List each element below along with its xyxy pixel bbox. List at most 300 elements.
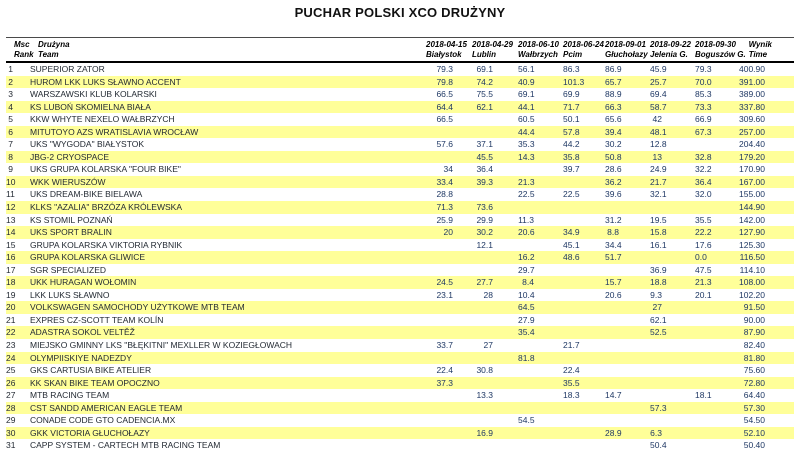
score-cell — [650, 377, 695, 390]
score-cell: 47.5 — [695, 264, 712, 275]
table-row — [6, 276, 794, 289]
rank-cell: 18 — [6, 276, 30, 289]
score-cell: 66.3 — [605, 101, 650, 114]
score-cell: 12.1 — [476, 239, 493, 250]
team-name-cell: KS LUBOŃ SKOMIELNA BIAŁA — [30, 101, 426, 114]
team-name-cell: CONADE CODE GTO CADENCIA.MX — [30, 415, 176, 426]
score-cell: 42 — [652, 114, 662, 125]
total-cell: 91.50 — [736, 301, 794, 314]
table-row — [6, 414, 794, 427]
team-name-cell: UKS "WYGODA" BIAŁYSTOK — [30, 139, 145, 150]
table-row — [6, 439, 794, 452]
race-city-label: Białystok — [426, 49, 462, 59]
rank-cell: 22 — [6, 326, 30, 339]
score-cell — [695, 301, 736, 314]
total-cell: 82.40 — [743, 340, 765, 351]
rank-cell: 25 — [6, 365, 16, 376]
team-name-cell: GKK VICTORIA GŁUCHOŁAZY — [30, 427, 426, 440]
score-cell: 75.5 — [476, 89, 493, 100]
score-cell: 50.1 — [563, 114, 580, 125]
score-cell — [605, 377, 650, 390]
race-column-header — [695, 38, 746, 63]
team-name-cell: CST SANDD AMERICAN EAGLE TEAM — [30, 402, 426, 415]
score-cell: 21.3 — [695, 276, 736, 289]
score-cell: 64.5 — [518, 301, 563, 314]
score-cell: 73.3 — [695, 101, 736, 114]
rank-cell: 9 — [8, 164, 13, 175]
table-row — [6, 339, 794, 352]
score-cell: 73.6 — [472, 201, 518, 214]
total-header-line1: Wynik — [748, 40, 772, 49]
score-cell: 34.4 — [605, 239, 622, 250]
score-cell: 14.7 — [605, 390, 622, 401]
score-cell: 13 — [650, 151, 695, 164]
score-cell — [650, 352, 695, 365]
team-name-cell: UKK HURAGAN WOŁOMIN — [30, 276, 426, 289]
total-cell: 52.10 — [736, 427, 794, 440]
total-cell: 179.20 — [736, 151, 794, 164]
score-cell: 18.8 — [650, 276, 695, 289]
total-cell: 64.40 — [743, 390, 765, 401]
score-cell — [472, 251, 518, 264]
score-cell: 44.4 — [518, 126, 563, 139]
team-name-cell: KS STOMIL POZNAŃ — [30, 214, 113, 225]
score-cell — [426, 301, 472, 314]
team-name-cell: OLYMPIISKIYE NADEZDY — [30, 352, 426, 365]
total-cell: 389.00 — [739, 89, 765, 100]
score-cell: 25.9 — [436, 214, 453, 225]
score-cell — [563, 264, 605, 277]
score-cell: 11.3 — [518, 214, 534, 225]
score-cell — [695, 326, 736, 339]
score-cell: 39.4 — [605, 126, 650, 139]
table-row — [6, 239, 794, 252]
score-cell — [426, 126, 472, 139]
score-cell: 66.5 — [436, 114, 453, 125]
score-cell: 24.5 — [426, 276, 472, 289]
score-cell: 79.3 — [436, 64, 453, 74]
rank-cell: 17 — [6, 264, 16, 275]
score-cell: 28.6 — [605, 164, 622, 175]
score-cell — [472, 264, 518, 277]
score-cell: 88.9 — [605, 89, 622, 100]
score-cell: 36.9 — [650, 264, 667, 275]
score-cell: 20.6 — [518, 226, 563, 239]
score-cell: 36.2 — [605, 176, 650, 189]
score-cell: 67.3 — [695, 126, 736, 139]
race-city-label: Jelenia G. — [650, 49, 688, 59]
team-name-cell: EXPRES CZ-SCOTT TEAM KOLÍN — [30, 314, 164, 325]
race-column-header — [426, 38, 472, 63]
score-cell — [426, 151, 472, 164]
score-cell — [605, 264, 650, 277]
score-cell: 16.2 — [518, 251, 563, 264]
rank-cell: 29 — [6, 415, 16, 426]
race-date-label: 2018-09-22 — [650, 40, 691, 49]
score-cell: 66.9 — [695, 114, 712, 125]
table-row — [6, 188, 794, 201]
race-city-label: Lublin — [472, 49, 496, 59]
table-row — [6, 389, 794, 402]
race-date-label: 2018-06-24 — [563, 40, 604, 49]
score-cell: 69.1 — [518, 89, 535, 100]
rank-cell: 21 — [6, 314, 16, 325]
score-cell — [563, 276, 605, 289]
rank-cell: 12 — [6, 201, 30, 214]
rank-cell: 11 — [6, 189, 15, 200]
score-cell — [695, 364, 736, 377]
score-cell — [518, 402, 563, 415]
score-cell: 79.8 — [426, 76, 472, 89]
score-cell: 6.3 — [650, 427, 695, 440]
total-cell: 309.60 — [739, 114, 765, 125]
score-cell — [563, 439, 605, 452]
rank-header-line2: Rank — [14, 49, 34, 59]
score-cell: 39.3 — [472, 176, 518, 189]
score-cell — [426, 439, 472, 452]
score-cell — [518, 163, 563, 176]
table-row — [6, 62, 794, 76]
score-cell: 79.3 — [695, 64, 712, 74]
score-cell — [563, 352, 605, 365]
race-column-header — [518, 38, 563, 63]
score-cell — [695, 439, 736, 452]
race-date-label: 2018-09-30 — [695, 40, 736, 49]
race-date-label: 2018-09-01 — [605, 40, 646, 49]
score-cell — [605, 439, 650, 452]
score-cell: 27.7 — [472, 276, 518, 289]
score-cell — [563, 201, 605, 214]
score-cell — [518, 439, 563, 452]
score-cell: 13.3 — [476, 390, 493, 401]
race-date-label: 2018-04-29 — [472, 40, 513, 49]
race-column-header — [563, 38, 605, 63]
score-cell — [605, 352, 650, 365]
team-column-header — [30, 38, 426, 63]
total-cell: 116.50 — [736, 251, 794, 264]
score-cell — [426, 326, 472, 339]
score-cell: 30.2 — [472, 226, 518, 239]
score-cell — [472, 377, 518, 390]
team-name-cell: CAPP SYSTEM - CARTECH MTB RACING TEAM — [30, 440, 221, 451]
total-cell: 144.90 — [736, 201, 794, 214]
score-cell: 35.3 — [518, 139, 535, 150]
team-name-cell: JBG-2 CRYOSPACE — [30, 151, 426, 164]
race-city-label: Boguszów G. — [695, 49, 746, 59]
rank-cell: 4 — [6, 101, 30, 114]
score-cell: 86.9 — [605, 64, 622, 74]
score-cell — [695, 377, 736, 390]
team-name-cell: HUROM LKK LUKS SŁAWNO ACCENT — [30, 76, 426, 89]
table-row — [6, 201, 794, 214]
score-cell — [695, 402, 736, 415]
score-cell: 34 — [443, 164, 453, 175]
score-cell: 66.5 — [436, 89, 453, 100]
score-cell: 8.4 — [518, 276, 563, 289]
total-cell: 114.10 — [739, 264, 765, 275]
score-cell — [605, 364, 650, 377]
score-cell — [518, 377, 563, 390]
score-cell — [472, 188, 518, 201]
table-row — [6, 76, 794, 89]
score-cell: 20 — [426, 226, 472, 239]
team-name-cell: UKS GRUPA KOLARSKA "FOUR BIKE" — [30, 164, 181, 175]
score-cell: 33.4 — [426, 176, 472, 189]
team-name-cell: VOLKSWAGEN SAMOCHODY UŻYTKOWE MTB TEAM — [30, 301, 426, 314]
score-cell: 101.3 — [563, 76, 605, 89]
score-cell — [518, 364, 563, 377]
score-cell: 36.4 — [476, 164, 493, 175]
team-name-cell: KKW WHYTE NEXELO WAŁBRZYCH — [30, 114, 175, 125]
score-cell: 27 — [483, 340, 493, 351]
score-cell: 12.8 — [650, 139, 667, 150]
score-cell: 22.4 — [563, 365, 580, 376]
table-row — [6, 151, 794, 164]
table-row — [6, 176, 794, 189]
table-row — [6, 214, 794, 227]
score-cell: 69.4 — [650, 89, 667, 100]
team-name-cell: UKS SPORT BRALIN — [30, 226, 426, 239]
table-row — [6, 289, 794, 302]
score-cell — [650, 364, 695, 377]
score-cell: 69.1 — [476, 64, 493, 74]
score-cell — [426, 402, 472, 415]
score-cell: 21.3 — [518, 176, 563, 189]
rank-cell: 20 — [6, 301, 30, 314]
total-cell: 170.90 — [739, 164, 765, 175]
score-cell — [472, 314, 518, 327]
total-cell: 257.00 — [736, 126, 794, 139]
score-cell: 30.8 — [476, 365, 493, 376]
rank-cell: 19 — [6, 289, 16, 300]
rank-cell: 16 — [6, 251, 30, 264]
total-cell: 400.90 — [739, 64, 765, 74]
total-cell: 108.00 — [736, 276, 794, 289]
score-cell: 21.7 — [650, 176, 695, 189]
score-cell — [472, 126, 518, 139]
score-cell: 36.4 — [695, 176, 736, 189]
score-cell: 54.5 — [518, 415, 535, 426]
score-cell — [695, 414, 736, 427]
team-name-cell: GRUPA KOLARSKA GLIWICE — [30, 251, 426, 264]
score-cell: 57.8 — [563, 126, 605, 139]
score-cell — [472, 414, 518, 427]
score-cell: 85.3 — [695, 89, 712, 100]
table-row — [6, 126, 794, 139]
total-cell: 102.20 — [739, 289, 765, 300]
table-row — [6, 163, 794, 176]
score-cell: 23.1 — [436, 289, 453, 300]
score-cell — [605, 402, 650, 415]
score-cell: 69.9 — [563, 89, 580, 100]
team-name-cell: MIEJSKO GMINNY LKS "BŁĘKITNI" MEXLLER W KOZIEGŁOWACH — [30, 340, 293, 351]
score-cell: 35.8 — [563, 151, 605, 164]
score-cell: 19.5 — [650, 214, 667, 225]
total-cell: 54.50 — [743, 415, 765, 426]
score-cell: 44.2 — [563, 139, 580, 150]
score-cell — [650, 339, 695, 352]
score-cell: 37.1 — [476, 139, 493, 150]
total-cell: 125.30 — [739, 239, 765, 250]
race-city-label: Głuchołazy — [605, 49, 648, 59]
score-cell: 20.1 — [695, 289, 712, 300]
team-header-line2: Team — [38, 49, 59, 59]
score-cell: 32.2 — [695, 164, 712, 175]
total-cell: 72.80 — [736, 377, 794, 390]
score-cell: 29.9 — [476, 214, 493, 225]
score-cell: 39.7 — [563, 164, 580, 175]
race-column-header — [472, 38, 518, 63]
score-cell: 34.9 — [563, 226, 605, 239]
table-row — [6, 88, 794, 101]
score-cell — [563, 326, 605, 339]
score-cell — [695, 352, 736, 365]
rank-cell: 27 — [6, 390, 16, 401]
team-name-cell: UKS DREAM-BIKE BIELAWA — [30, 189, 143, 200]
score-cell: 57.6 — [436, 139, 453, 150]
score-cell — [605, 314, 650, 327]
race-column-header — [650, 38, 695, 63]
score-cell: 45.9 — [650, 64, 667, 74]
score-cell: 32.0 — [695, 189, 712, 200]
score-cell: 25.7 — [650, 76, 695, 89]
score-cell — [650, 201, 695, 214]
team-name-cell: WKK WIERUSZÓW — [30, 176, 426, 189]
score-cell: 14.3 — [518, 151, 563, 164]
score-cell: 60.5 — [518, 114, 535, 125]
total-cell: 87.90 — [736, 326, 794, 339]
score-cell: 22.2 — [695, 226, 736, 239]
score-cell: 30.2 — [605, 139, 622, 150]
rank-cell: 13 — [6, 214, 16, 225]
score-cell — [563, 402, 605, 415]
score-cell: 29.7 — [518, 264, 535, 275]
score-cell — [426, 414, 472, 427]
team-name-cell: KLKS "AZALIA" BRZÓZA KRÓLEWSKA — [30, 201, 426, 214]
total-cell: 75.60 — [743, 365, 765, 376]
score-cell: 31.2 — [605, 214, 622, 225]
score-cell: 51.7 — [605, 251, 650, 264]
score-cell — [518, 427, 563, 440]
score-cell: 64.4 — [426, 101, 472, 114]
table-row — [6, 226, 794, 239]
score-cell: 65.6 — [605, 114, 622, 125]
score-cell: 35.5 — [695, 214, 712, 225]
total-cell: 127.90 — [736, 226, 794, 239]
score-cell — [518, 239, 563, 252]
score-cell — [650, 251, 695, 264]
score-cell: 20.6 — [605, 289, 622, 300]
race-column-header — [605, 38, 650, 63]
score-cell: 86.3 — [563, 64, 580, 74]
score-cell: 9.3 — [650, 289, 662, 300]
table-row — [6, 427, 794, 440]
score-cell: 17.6 — [695, 239, 712, 250]
team-header-line1: Drużyna — [38, 40, 70, 49]
score-cell: 0.0 — [695, 251, 736, 264]
rank-cell: 3 — [8, 89, 13, 100]
total-cell: 57.30 — [736, 402, 794, 415]
score-cell: 52.5 — [650, 326, 695, 339]
score-cell — [605, 339, 650, 352]
rank-column-header — [6, 38, 34, 63]
total-header-line2: Time — [748, 49, 768, 59]
score-cell: 33.7 — [436, 340, 453, 351]
table-row — [6, 377, 794, 390]
score-cell: 10.4 — [518, 289, 535, 300]
score-cell — [563, 314, 605, 327]
rank-cell: 30 — [6, 427, 30, 440]
score-cell — [563, 427, 605, 440]
table-row — [6, 352, 794, 365]
score-cell — [650, 414, 695, 427]
score-cell: 74.2 — [472, 76, 518, 89]
table-row — [6, 113, 794, 126]
total-cell: 337.80 — [736, 101, 794, 114]
score-cell — [426, 389, 472, 402]
score-cell: 37.3 — [426, 377, 472, 390]
score-cell: 24.9 — [650, 164, 667, 175]
table-row — [6, 251, 794, 264]
score-cell: 48.6 — [563, 251, 605, 264]
score-cell — [605, 326, 650, 339]
table-row — [6, 264, 794, 277]
score-cell: 18.1 — [695, 390, 712, 401]
score-cell — [518, 389, 563, 402]
team-name-cell: GKS CARTUSIA BIKE ATELIER — [30, 365, 152, 376]
table-body — [6, 62, 794, 452]
team-name-cell: KK SKAN BIKE TEAM OPOCZNO — [30, 377, 426, 390]
score-cell: 56.1 — [518, 64, 535, 74]
race-city-label: Pcim — [563, 49, 583, 59]
score-cell: 62.1 — [650, 314, 667, 325]
rank-header-line1: Msc — [14, 40, 30, 49]
score-cell — [426, 314, 472, 327]
score-cell: 45.5 — [472, 151, 518, 164]
score-cell: 65.7 — [605, 76, 650, 89]
score-cell: 15.7 — [605, 276, 650, 289]
rank-cell: 2 — [6, 76, 30, 89]
score-cell — [426, 352, 472, 365]
race-date-label: 2018-06-10 — [518, 40, 559, 49]
total-cell: 142.00 — [739, 214, 765, 225]
team-name-cell: GRUPA KOLARSKA VIKTORIA RYBNIK — [30, 239, 183, 250]
page-title: PUCHAR POLSKI XCO DRUŻYNY — [294, 5, 506, 20]
race-city-label: Wałbrzych — [518, 49, 558, 59]
score-cell: 81.8 — [518, 352, 563, 365]
table-row — [6, 402, 794, 415]
score-cell: 44.1 — [518, 101, 563, 114]
score-cell: 57.3 — [650, 402, 695, 415]
score-cell: 27.9 — [518, 314, 535, 325]
score-cell — [695, 339, 736, 352]
score-cell — [605, 201, 650, 214]
score-cell: 22.5 — [518, 189, 535, 200]
score-cell — [426, 251, 472, 264]
score-cell — [605, 301, 650, 314]
score-cell — [695, 201, 736, 214]
score-cell: 50.4 — [650, 440, 667, 451]
score-cell: 28.9 — [605, 427, 650, 440]
score-cell: 15.8 — [650, 226, 695, 239]
rank-cell: 26 — [6, 377, 30, 390]
score-cell: 71.3 — [426, 201, 472, 214]
score-cell: 32.8 — [695, 151, 736, 164]
score-cell: 35.4 — [518, 326, 563, 339]
score-cell — [472, 402, 518, 415]
score-cell: 28 — [483, 289, 493, 300]
table-row — [6, 326, 794, 339]
